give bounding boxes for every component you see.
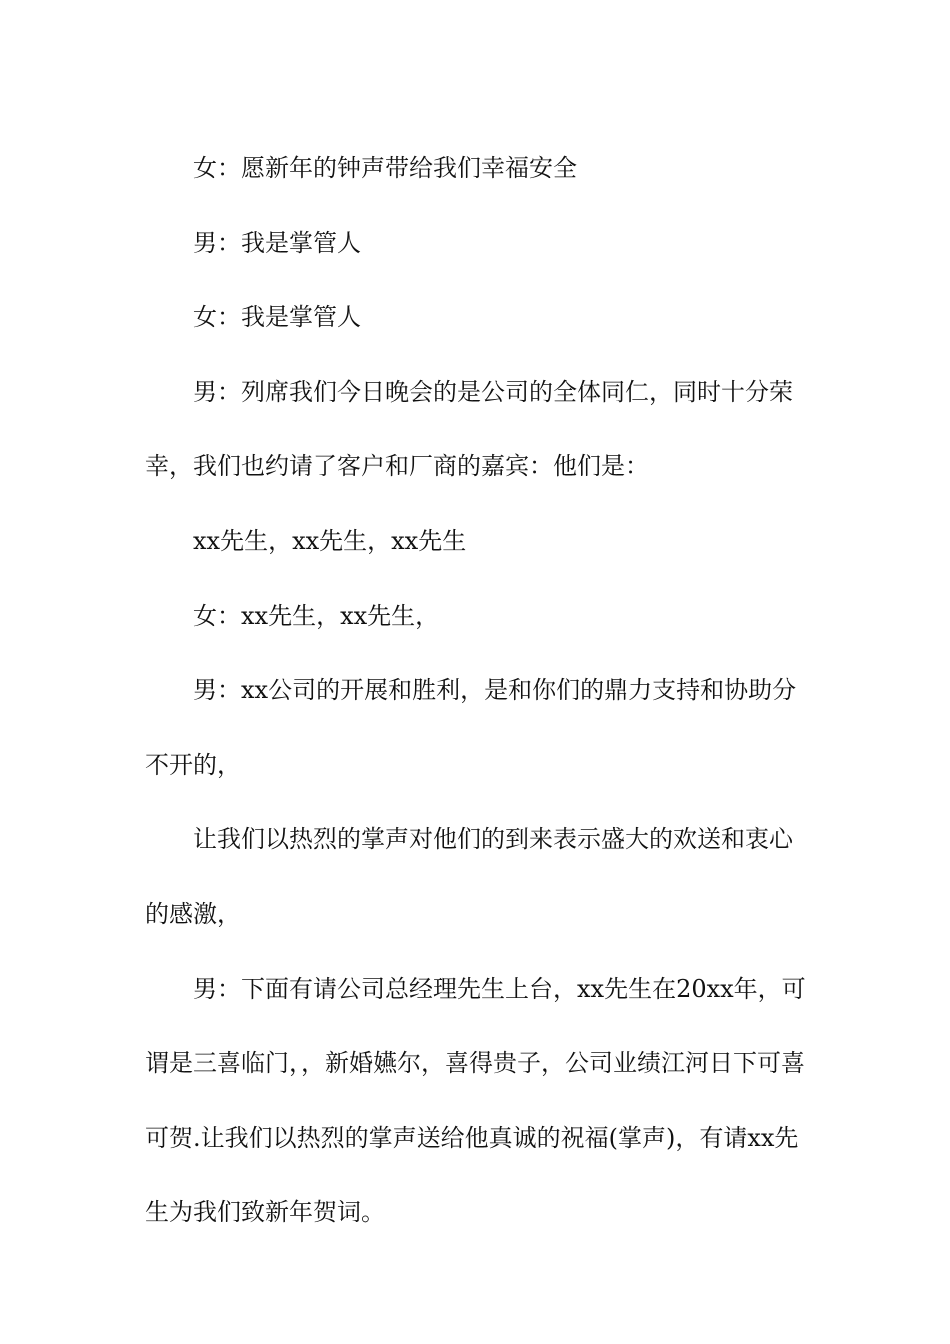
paragraph-6: 女：xx先生，xx先生， — [193, 601, 440, 630]
paragraph-1: 女：愿新年的钟声带给我们幸福安全 — [193, 154, 577, 182]
paragraph-7: 男：xx公司的开展和胜利，是和你们的鼎力支持和协助分不开的， — [145, 676, 797, 779]
paragraph-5: xx先生，xx先生，xx先生 — [193, 526, 467, 555]
document-body — [145, 131, 807, 1250]
paragraph-3: 女：我是掌管人 — [193, 303, 361, 332]
paragraph-8: 让我们以热烈的掌声对他们的到来表示盛大的欢送和衷心的感激， — [145, 825, 793, 928]
paragraph-2: 男：我是掌管人 — [193, 228, 361, 257]
paragraph-9: 男：下面有请公司总经理先生上台，xx先生在20xx年，可谓是三喜临门，，新婚嬿尔，喜得贵子，公司业绩江河日下可喜可贺.让我们以热烈的掌声送给他真诚的祝福(掌声)，有请xx先生为我们致新年贺词。 — [145, 974, 806, 1227]
paragraph-4: 男：列席我们今日晚会的是公司的全体同仁，同时十分荣幸，我们也约请了客户和厂商的嘉宾：他们是： — [145, 377, 793, 481]
